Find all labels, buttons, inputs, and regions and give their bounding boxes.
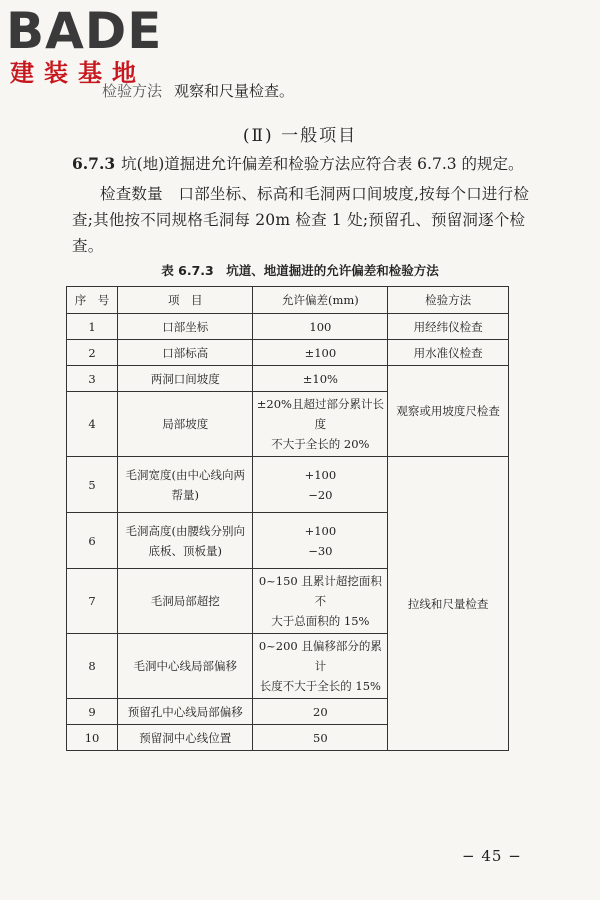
row-tolerance — [253, 513, 388, 569]
row-item: 毛洞中心线局部偏移 — [118, 634, 253, 699]
logo-text: BADE — [6, 2, 163, 60]
tolerance-line: −30 — [308, 543, 333, 558]
logo-subtext: 建装基地 — [10, 59, 146, 87]
row-no: 8 — [67, 634, 118, 699]
row-tolerance: 20 — [253, 699, 388, 725]
row-no: 1 — [67, 314, 118, 340]
tolerance-line: 0~150 且累计超挖面积不 — [258, 574, 382, 608]
item-line: 毛洞宽度(由中心线向两 — [125, 467, 245, 482]
row-tolerance: 100 — [253, 314, 388, 340]
section-title: (Ⅱ) 一般项目 — [242, 126, 358, 146]
row-tolerance: ±100 — [253, 340, 388, 366]
tolerance-line: +100 — [304, 523, 337, 538]
row-no: 4 — [67, 392, 118, 457]
clause-6-7-3 — [72, 152, 542, 174]
previous-line — [102, 80, 294, 101]
table-row — [67, 314, 509, 340]
site-logo — [6, 4, 176, 92]
header-method: 检验方法 — [388, 287, 509, 314]
row-tolerance — [253, 457, 388, 513]
tolerance-line: 不大于全长的 20% — [271, 437, 370, 451]
row-item: 两洞口间坡度 — [118, 366, 253, 392]
row-tolerance — [253, 634, 388, 699]
row-item — [118, 457, 253, 513]
row-tolerance: ±10% — [253, 366, 388, 392]
tolerance-line: −20 — [308, 487, 333, 502]
row-item: 口部标高 — [118, 340, 253, 366]
header-no: 序 号 — [67, 287, 118, 314]
inspection-quantity-paragraph: 检查数量 口部坐标、标高和毛洞两口间坡度,按每个口进行检查;其他按不同规格毛洞每 20m 检查 1 处;预留孔、预留洞逐个检查。 — [72, 185, 530, 255]
row-item: 口部坐标 — [118, 314, 253, 340]
tolerance-line: +100 — [304, 467, 337, 482]
row-no: 10 — [67, 725, 118, 751]
row-no: 3 — [67, 366, 118, 392]
row-tolerance — [253, 392, 388, 457]
row-method: 用水准仪检查 — [388, 340, 509, 366]
row-no: 6 — [67, 513, 118, 569]
item-line: 帮量) — [171, 487, 199, 502]
table-caption: 表 6.7.3 坑道、地道掘进的允许偏差和检验方法 — [161, 263, 439, 278]
table-row — [67, 457, 509, 513]
previous-line-value: 观察和尺量检查。 — [174, 82, 295, 100]
row-no: 7 — [67, 569, 118, 634]
table-header-row — [67, 287, 509, 314]
row-no: 2 — [67, 340, 118, 366]
page-number: − 45 − — [462, 847, 522, 865]
tolerance-table — [66, 286, 509, 751]
row-no: 5 — [67, 457, 118, 513]
row-no: 9 — [67, 699, 118, 725]
tolerance-line: 长度不大于全长的 15% — [259, 679, 381, 693]
header-tolerance: 允许偏差(mm) — [253, 287, 388, 314]
method-merged-3-4: 观察或用坡度尺检查 — [388, 366, 509, 457]
header-item: 项 目 — [118, 287, 253, 314]
tolerance-line: 大于总面积的 15% — [271, 614, 370, 628]
item-line: 底板、顶板量) — [148, 543, 222, 558]
row-item: 毛洞局部超挖 — [118, 569, 253, 634]
table-row — [67, 366, 509, 392]
row-item: 预留洞中心线位置 — [118, 725, 253, 751]
clause-number: 6.7.3 — [72, 154, 116, 173]
clause-text: 坑(地)道掘进允许偏差和检验方法应符合表 6.7.3 的规定。 — [121, 155, 524, 173]
item-line: 毛洞高度(由腰线分别向 — [125, 523, 245, 538]
row-item: 局部坡度 — [118, 392, 253, 457]
row-tolerance — [253, 569, 388, 634]
previous-line-label: 检验方法 — [102, 82, 163, 100]
row-item — [118, 513, 253, 569]
row-tolerance: 50 — [253, 725, 388, 751]
row-method: 用经纬仪检查 — [388, 314, 509, 340]
tolerance-line: 0~200 且偏移部分的累计 — [258, 639, 382, 673]
method-merged-5-10: 拉线和尺量检查 — [388, 457, 509, 751]
row-item: 预留孔中心线局部偏移 — [118, 699, 253, 725]
table-row — [67, 340, 509, 366]
tolerance-line: ±20%且超过部分累计长度 — [256, 397, 384, 431]
